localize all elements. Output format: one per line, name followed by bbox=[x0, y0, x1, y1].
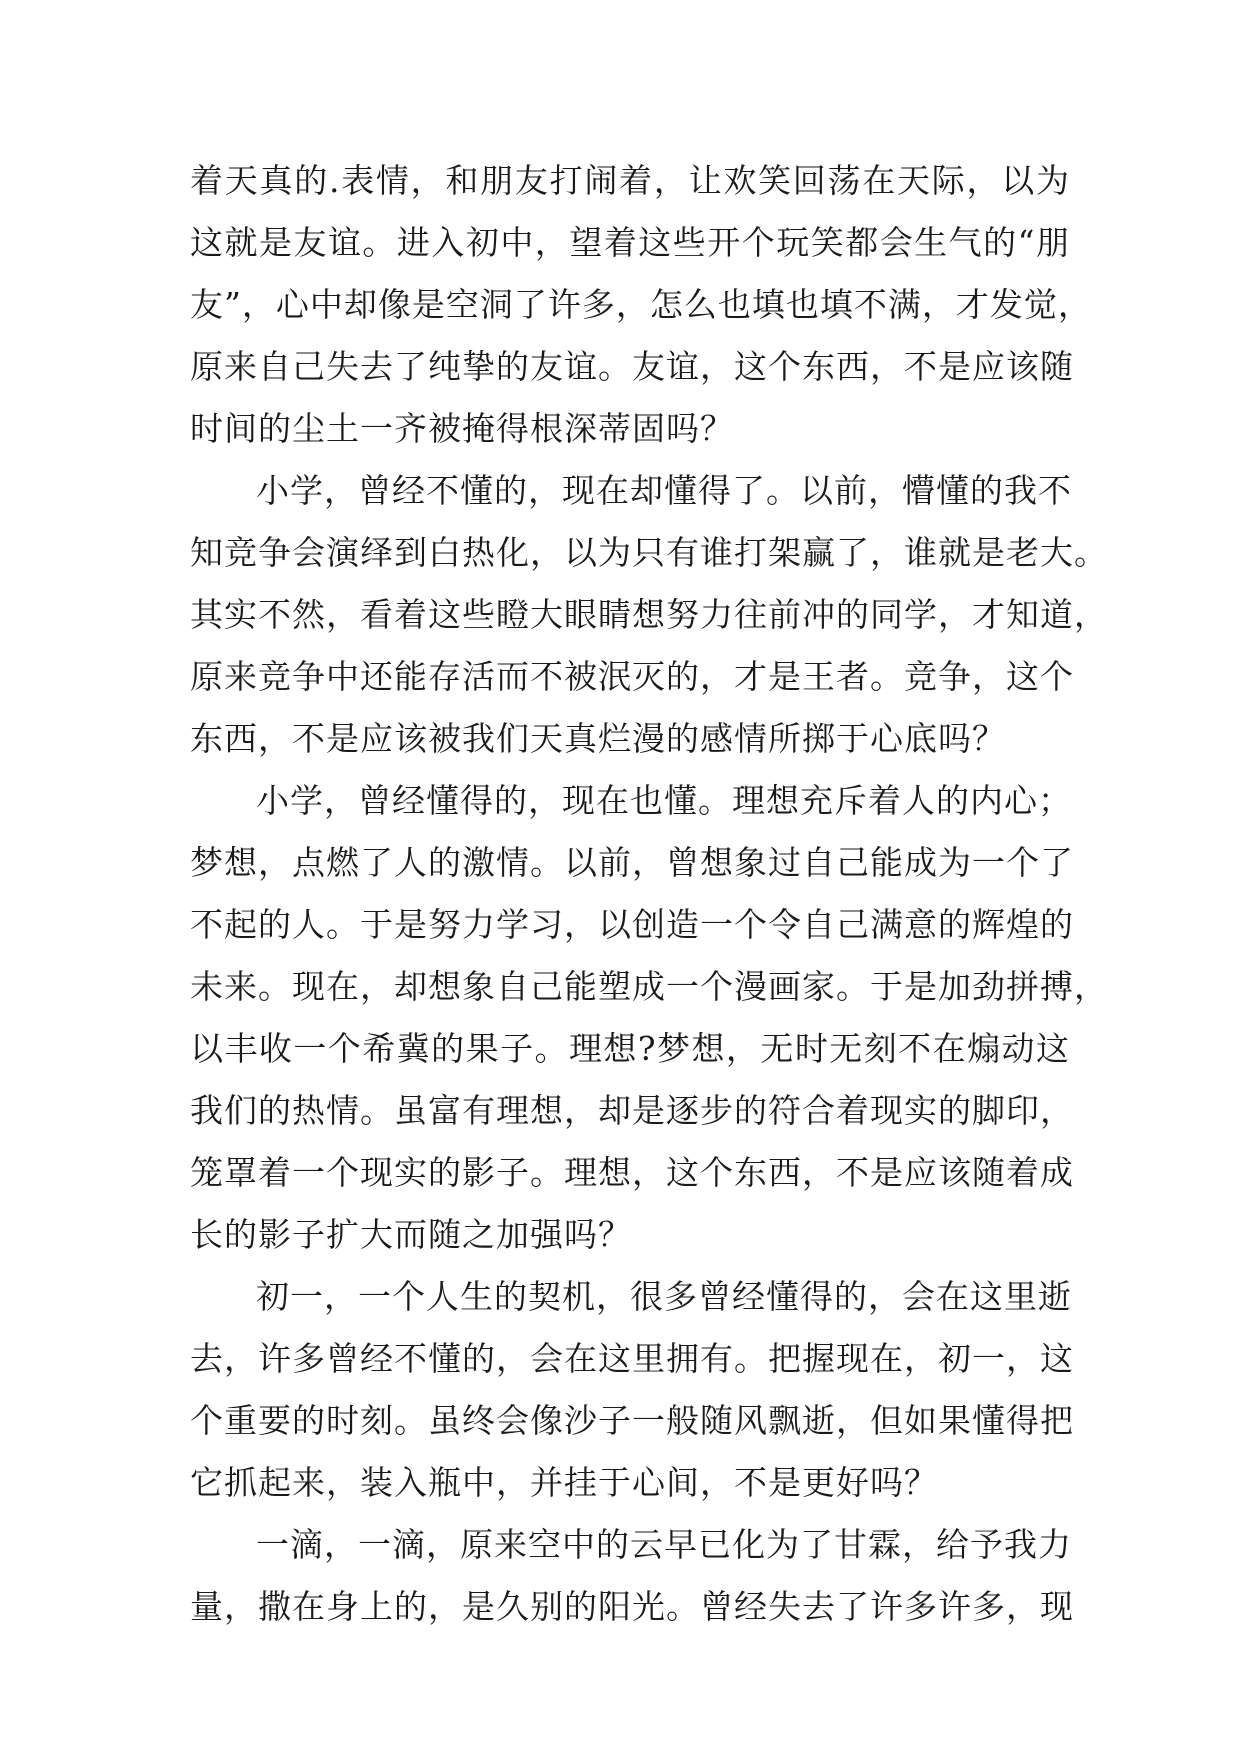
paragraph bbox=[190, 1514, 1074, 1638]
text-line: 它抓起来，装入瓶中，并挂于心间，不是更好吗？ bbox=[190, 1463, 938, 1502]
text-line: 不起的人。于是努力学习，以创造一个令自己满意的辉煌的 bbox=[190, 905, 1074, 944]
text-line: 去，许多曾经不懂的，会在这里拥有。把握现在，初一，这 bbox=[190, 1339, 1074, 1378]
text-line: 着天真的.表情，和朋友打闹着，让欢笑回荡在天际，以为 bbox=[190, 161, 1070, 200]
text-line: 长的影子扩大而随之加强吗？ bbox=[190, 1215, 632, 1254]
text-line: 原来竞争中还能存活而不被泯灭的，才是王者。竞争，这个 bbox=[190, 657, 1074, 696]
text-line: 个重要的时刻。虽终会像沙子一般随风飘逝，但如果懂得把 bbox=[190, 1401, 1074, 1440]
text-line: 笼罩着一个现实的影子。理想，这个东西，不是应该随着成 bbox=[190, 1153, 1074, 1192]
text-line: 一滴，一滴，原来空中的云早已化为了甘霖，给予我力 bbox=[256, 1525, 1072, 1564]
text-line: 以丰收一个希冀的果子。理想?梦想，无时无刻不在煽动这 bbox=[190, 1029, 1070, 1068]
paragraph bbox=[190, 770, 1108, 1266]
text-line: 初一，一个人生的契机，很多曾经懂得的，会在这里逝 bbox=[256, 1277, 1072, 1316]
document-body bbox=[190, 150, 1108, 1638]
text-line: 小学，曾经懂得的，现在也懂。理想充斥着人的内心； bbox=[256, 781, 1072, 820]
paragraph bbox=[190, 150, 1092, 460]
text-line: 知竞争会演绎到白热化，以为只有谁打架赢了，谁就是老大。 bbox=[190, 533, 1108, 572]
text-line: 东西，不是应该被我们天真烂漫的感情所掷于心底吗？ bbox=[190, 719, 1006, 758]
text-line: 其实不然，看着这些瞪大眼睛想努力往前冲的同学，才知道， bbox=[190, 595, 1108, 634]
text-line: 未来。现在，却想象自己能塑成一个漫画家。于是加劲拼搏， bbox=[190, 967, 1108, 1006]
text-line: 梦想，点燃了人的激情。以前，曾想象过自己能成为一个了 bbox=[190, 843, 1074, 882]
text-line: 我们的热情。虽富有理想，却是逐步的符合着现实的脚印， bbox=[190, 1091, 1074, 1130]
text-line: 这就是友谊。进入初中，望着这些开个玩笑都会生气的“朋 bbox=[190, 223, 1070, 262]
text-line: 量，撒在身上的，是久别的阳光。曾经失去了许多许多，现 bbox=[190, 1587, 1074, 1626]
paragraph bbox=[190, 460, 1108, 770]
text-line: 友”，心中却像是空洞了许多，怎么也填也填不满，才发觉， bbox=[190, 285, 1092, 324]
text-line: 时间的尘土一齐被掩得根深蒂固吗？ bbox=[190, 409, 734, 448]
paragraph bbox=[190, 1266, 1074, 1514]
text-line: 原来自己失去了纯挚的友谊。友谊，这个东西，不是应该随 bbox=[190, 347, 1074, 386]
text-line: 小学，曾经不懂的，现在却懂得了。以前，懵懂的我不 bbox=[256, 471, 1072, 510]
